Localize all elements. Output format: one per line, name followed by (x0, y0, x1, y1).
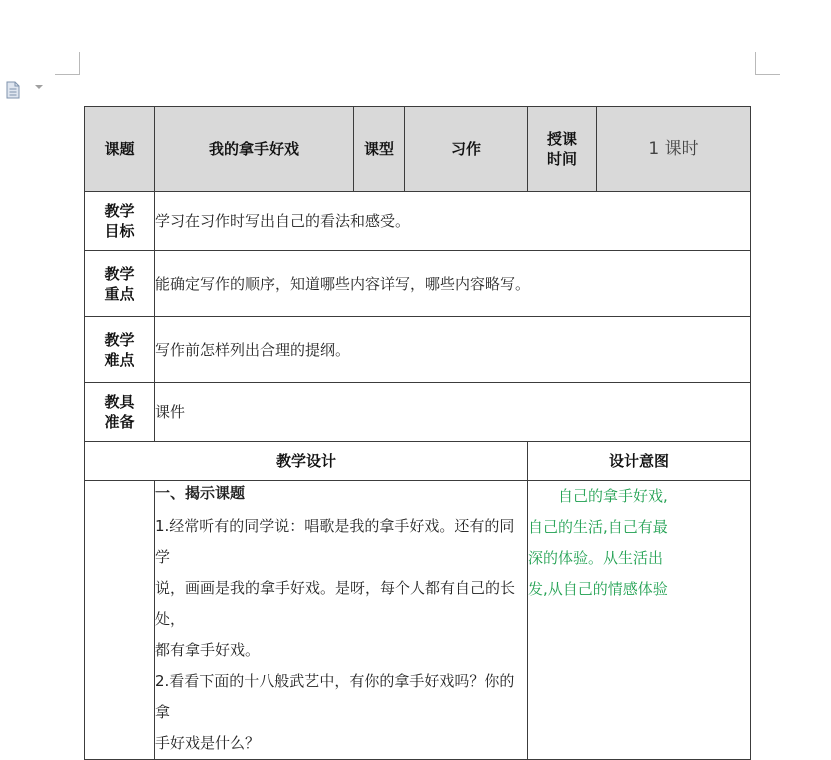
design-content (155, 481, 528, 760)
tools-label-line2: 准备 (104, 413, 135, 431)
topic-value: 我的拿手好戏 (155, 107, 354, 192)
intent-line3: 深的体验。从生活出 (528, 549, 664, 567)
tools-row (85, 383, 751, 442)
difficulty-text: 写作前怎样列出合理的提纲。 (155, 317, 751, 383)
difficulty-label-line2: 难点 (104, 350, 135, 369)
section1-heading: 一、揭示课题 (155, 484, 246, 502)
para1-line2: 说，画画是我的拿手好戏。是呀，每个人都有自己的长处， (155, 579, 516, 628)
keypoint-label-line2: 重点 (104, 284, 135, 303)
objective-text: 学习在习作时写出自己的看法和感受。 (155, 192, 751, 251)
para1-line1: 1.经常听有的同学说：唱歌是我的拿手好戏。还有的同学 (155, 517, 515, 566)
time-label-line1: 授课 (546, 130, 577, 148)
keypoint-label (85, 251, 155, 317)
type-value: 习作 (405, 107, 528, 192)
document-menu-caret-icon[interactable] (35, 85, 43, 89)
lesson-plan-table (84, 106, 751, 760)
difficulty-label (85, 317, 155, 383)
keypoint-row (85, 251, 751, 317)
objective-row (85, 192, 751, 251)
crop-mark-top-right (755, 52, 780, 75)
intent-header: 设计意图 (528, 442, 751, 481)
para1-line3: 都有拿手好戏。 (155, 641, 261, 659)
time-value: 1 课时 (597, 107, 751, 192)
time-label-line2: 时间 (546, 150, 577, 168)
difficulty-label-line1: 教学 (104, 330, 135, 349)
para2-line1: 2.看看下面的十八般武艺中，有你的拿手好戏吗？你的拿 (155, 672, 515, 721)
intent-line4: 发,从自己的情感体验 (528, 580, 668, 598)
objective-label-line1: 教学 (104, 202, 135, 220)
design-left-blank (85, 481, 155, 760)
tools-label-line1: 教具 (104, 393, 135, 411)
difficulty-row (85, 317, 751, 383)
objective-label (85, 192, 155, 251)
crop-mark-top-left (55, 52, 80, 75)
design-body-row (85, 481, 751, 760)
intent-content (528, 481, 751, 760)
header-row (85, 107, 751, 192)
objective-label-line2: 目标 (104, 222, 135, 240)
type-label: 课型 (354, 107, 405, 192)
design-header: 教学设计 (85, 442, 528, 481)
para2-line2: 手好戏是什么？ (155, 734, 261, 752)
keypoint-label-line1: 教学 (104, 264, 135, 283)
time-label (528, 107, 597, 192)
intent-line2: 自己的生活,自己有最 (528, 518, 668, 536)
intent-line1: 自己的拿手好戏, (558, 487, 668, 505)
tools-label (85, 383, 155, 442)
keypoint-text: 能确定写作的顺序，知道哪些内容详写，哪些内容略写。 (155, 251, 751, 317)
design-header-row (85, 442, 751, 481)
tools-text: 课件 (155, 383, 751, 442)
topic-label: 课题 (85, 107, 155, 192)
document-icon[interactable] (6, 81, 20, 99)
